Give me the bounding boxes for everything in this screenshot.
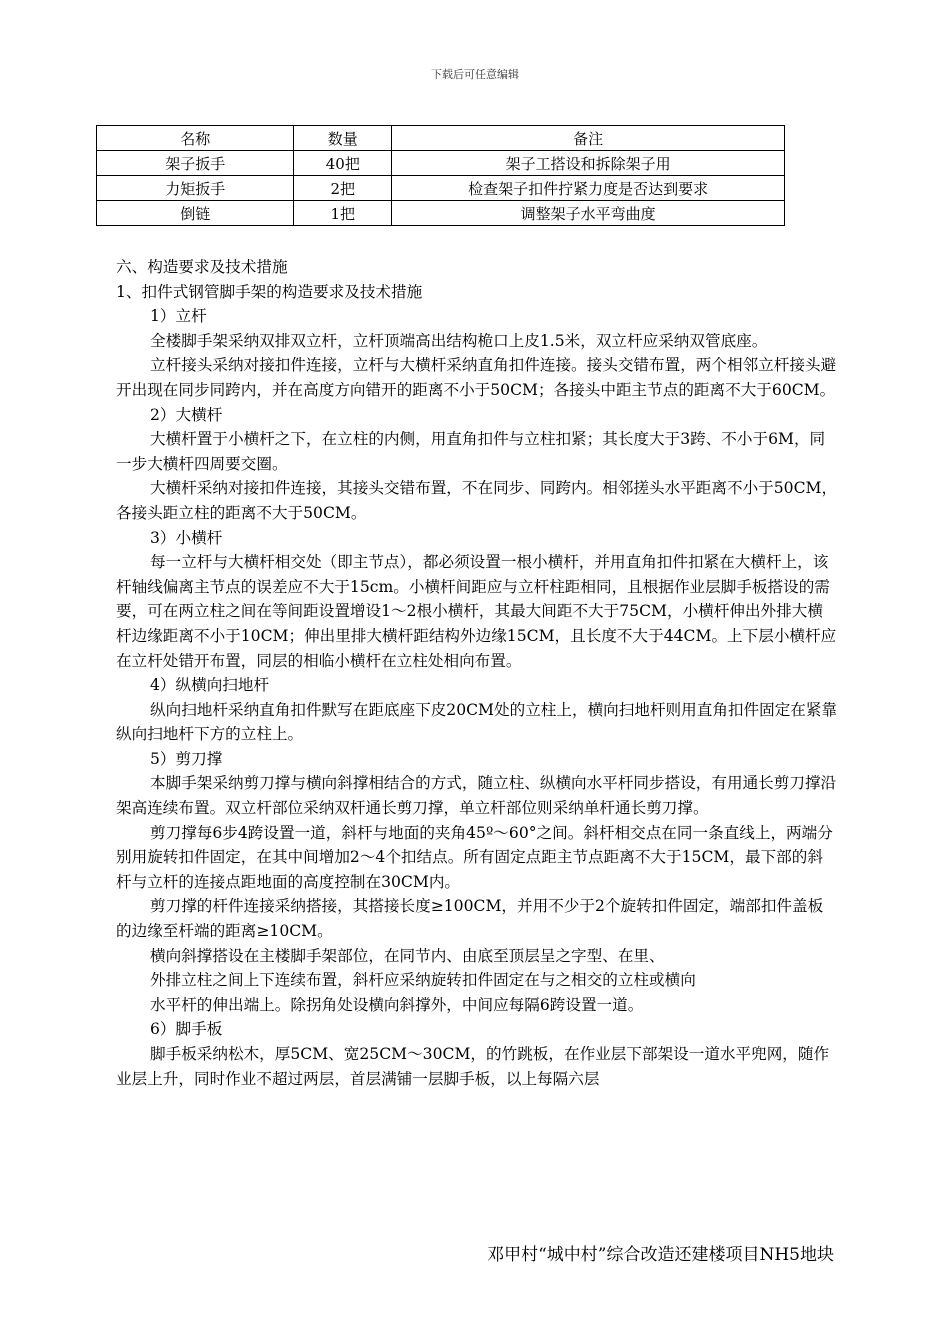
header-note: 下载后可任意编辑 — [431, 68, 519, 81]
heading-sweeping-pole: 4）纵横向扫地杆 — [150, 676, 270, 695]
paragraph: 大横杆置于小横杆之下，在立柱的内侧，用直角扣件与立柱扣紧；其长度大于3跨、不小于6M，同一步大横杆四周要交圈。 — [116, 430, 826, 473]
paragraph: 全楼脚手架采纳双排双立杆，立杆顶端高出结构桅口上皮1.5米，双立杆应采纳双管底座。 — [150, 331, 768, 350]
table-cell: 2把 — [294, 176, 392, 201]
tools-table — [96, 125, 785, 226]
section-title: 六、构造要求及技术措施 — [116, 258, 288, 276]
paragraph: 立杆接头采纳对接扣件连接，立杆与大横杆采纳直角扣件连接。接头交错布置，两个相邻立杆接头避开出现在同步同跨内，并在高度方向错开的距离不小于50CM；各接头中距主节点的距离不大于60CM。 — [116, 356, 837, 399]
paragraph-line: 横向斜撑搭设在主楼脚手架部位，在同节内、由底至顶层呈之字型、在里、 — [150, 946, 665, 965]
heading-scissor-brace: 5）剪刀撑 — [150, 749, 223, 768]
heading-upright-pole: 1）立杆 — [150, 307, 207, 326]
table-row — [97, 151, 785, 176]
table-cell: 倒链 — [97, 201, 294, 226]
document-body — [116, 255, 838, 1091]
heading-scaffold-board: 6）脚手板 — [150, 1020, 223, 1039]
paragraph: 本脚手架采纳剪刀撑与横向斜撑相结合的方式，随立柱、纵横向水平杆同步搭设，有用通长剪刀撑沿架高连续布置。双立杆部位采纳双杆通长剪刀撑，单立杆部位则采纳单杆通长剪刀撑。 — [116, 774, 837, 818]
table-row — [97, 201, 785, 226]
table-cell: 力矩扳手 — [97, 176, 294, 201]
paragraph: 大横杆采纳对接扣件连接，其接头交错布置，不在同步、同跨内。相邻搓头水平距离不小于50CM，各接头距立柱的距离不大于50CM。 — [116, 479, 838, 522]
table-cell: 检查架子扣件拧紧力度是否达到要求 — [392, 176, 785, 201]
table-header-name: 名称 — [97, 126, 294, 151]
footer-project-name: 邓甲村“城中村”综合改造还建楼项目NH5地块 — [487, 1245, 834, 1265]
paragraph: 剪刀撑的杆件连接采纳搭接，其搭接长度≥100CM，并用不少于2个旋转扣件固定，端部扣件盖板的边缘至杆端的距离≥10CM。 — [116, 897, 824, 941]
table-cell: 调整架子水平弯曲度 — [392, 201, 785, 226]
subsection-title: 1、扣件式钢管脚手架的构造要求及技术措施 — [116, 282, 423, 301]
table-header-remark: 备注 — [392, 126, 785, 151]
table-cell: 1把 — [294, 201, 392, 226]
table-cell: 40把 — [294, 151, 392, 176]
paragraph: 纵向扫地杆采纳直角扣件默写在距底座下皮20CM处的立柱上，横向扫地杆则用直角扣件固定在紧靠纵向扫地杆下方的立柱上。 — [116, 700, 838, 744]
paragraph: 剪刀撑每6步4跨设置一道，斜杆与地面的夹角45º～60°之间。斜杆相交点在同一条直线上，两端分别用旋转扣件固定，在其中间增加2～4个扣结点。所有固定点距主节点距离不大于15CM，最下部的斜杆与立杆的连接点距地面的高度控制在30CM内。 — [116, 823, 833, 891]
paragraph: 每一立杆与大横杆相交处（即主节点），都必须设置一根小横杆，并用直角扣件扣紧在大横杆上，该杆轴线偏离主节点的误差应不大于15cm。小横杆间距应与立杆柱距相同，且根据作业层脚手板搭设的需要，可在两立柱之间在等间距设置增设1～2根小横杆，其最大间距不大于75CM，小横杆伸出外排大横杆边缘距离不小于10CM；伸出里排大横杆距结构外边缘15CM，且长度不大于44CM。上下层小横杆应在立杆处错开布置，同层的相临小横杆在立柱处相向布置。 — [116, 553, 837, 670]
table-cell: 架子扳手 — [97, 151, 294, 176]
table-row — [97, 176, 785, 201]
paragraph-line: 水平杆的伸出端上。除拐角处设横向斜撑外，中间应每隔6跨设置一道。 — [150, 995, 644, 1014]
paragraph: 脚手板采纳松木，厚5CM、宽25CM～30CM，的竹跳板，在作业层下部架设一道水平兜网，随作业层上升，同时作业不超过两层，首层满铺一层脚手板，以上每隔六层 — [116, 1045, 830, 1088]
paragraph-line: 外排立柱之间上下连续布置，斜杆应采纳旋转扣件固定在与之相交的立柱或横向 — [150, 971, 696, 990]
heading-small-crossbar: 3）小横杆 — [150, 528, 223, 547]
table-header-quantity: 数量 — [294, 126, 392, 151]
table-cell: 架子工搭设和拆除架子用 — [392, 151, 785, 176]
heading-large-crossbar: 2）大横杆 — [150, 405, 223, 424]
table-header-row — [97, 126, 785, 151]
